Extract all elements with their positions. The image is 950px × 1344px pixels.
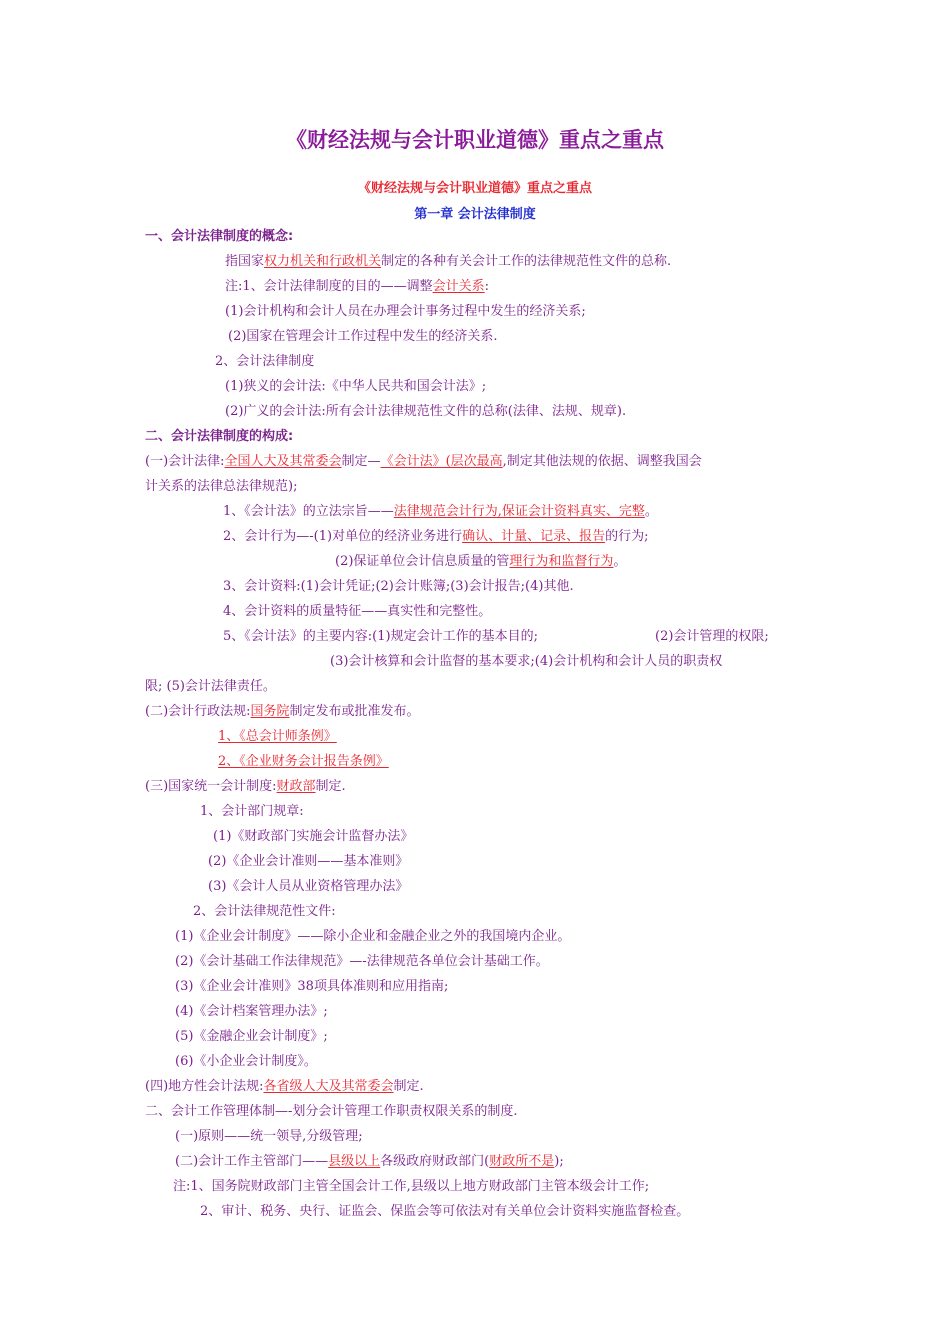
note-item: 2、会计法律制度: [215, 354, 315, 369]
note-item: (1)狭义的会计法:《中华人民共和国会计法》;: [225, 379, 487, 394]
list-item: (1)《财政部门实施会计监督办法》: [213, 829, 414, 844]
highlight: 确认、计量、记录、报告: [462, 529, 606, 544]
law-point: 3、会计资料:(1)会计凭证;(2)会计账簿;(3)会计报告;(4)其他.: [223, 579, 574, 594]
text: 制定.: [393, 1079, 424, 1094]
list-item: (一)原则——统一领导,分级管理;: [175, 1129, 363, 1144]
section-heading-management: 二、会计工作管理体制—-划分会计管理工作职责权限关系的制度.: [145, 1104, 518, 1119]
note-item: (2)国家在管理会计工作过程中发生的经济关系.: [228, 329, 498, 344]
text: 的行为;: [605, 529, 649, 544]
text: 制定—: [341, 454, 381, 469]
regulation-item: [218, 728, 337, 746]
note-line: [225, 278, 489, 296]
law-point: 4、会计资料的质量特征——真实性和完整性。: [223, 604, 492, 619]
note-item: (2)广义的会计法:所有会计法律规范性文件的总称(法律、法规、规章).: [225, 404, 627, 419]
list-item: (2)《企业会计准则——基本准则》: [208, 854, 409, 869]
law-point: (3)会计核算和会计监督的基本要求;(4)会计机构和会计人员的职责权: [330, 654, 723, 669]
list-item: (1)《企业会计制度》——除小企业和金融企业之外的我国境内企业。: [175, 929, 571, 944]
note-item: (1)会计机构和会计人员在办理会计事务过程中发生的经济关系;: [225, 304, 586, 319]
highlight: 各省级人大及其常委会: [263, 1079, 394, 1094]
law-point: (2)会计管理的权限;: [655, 629, 769, 644]
highlight: 《会计法》(层次最高: [380, 454, 503, 469]
highlight: 财政所不是: [489, 1154, 555, 1169]
law-line-cont: 计关系的法律总法律规范);: [145, 479, 298, 494]
text: (二)会计工作主管部门——: [175, 1154, 329, 1169]
text: :: [484, 279, 490, 294]
text: 。: [644, 504, 658, 519]
list-item: (4)《会计档案管理办法》;: [175, 1004, 328, 1019]
law-point: [335, 553, 626, 571]
uniform-system-line: [145, 778, 346, 796]
chapter-heading: 第一章 会计法律制度: [414, 207, 536, 222]
section-heading-composition: 二、会计法律制度的构成:: [145, 429, 294, 444]
text: (三)国家统一会计制度:: [145, 779, 277, 794]
law-point: 限; (5)会计法律责任。: [145, 679, 276, 694]
highlight: 财政部: [276, 779, 316, 794]
text: 1、《会计法》的立法宗旨——: [223, 504, 394, 519]
regulation-item: [218, 753, 389, 771]
law-point: [223, 503, 658, 521]
text: 制定.: [315, 779, 346, 794]
law-line: [145, 453, 702, 471]
list-item: (3)《会计人员从业资格管理办法》: [208, 879, 409, 894]
text: 各级政府财政部门(: [380, 1154, 490, 1169]
list-item: 注:1、国务院财政部门主管全国会计工作,县级以上地方财政部门主管本级会计工作;: [173, 1179, 650, 1194]
document-title: 《财经法规与会计职业道德》重点之重点: [286, 128, 664, 152]
list-item: (6)《小企业会计制度》。: [175, 1054, 317, 1069]
highlight: 1、《总会计师条例》: [218, 729, 337, 744]
text: );: [554, 1154, 564, 1169]
definition-line: [225, 253, 671, 271]
list-item: 2、会计法律规范性文件:: [193, 904, 336, 919]
text: (四)地方性会计法规:: [145, 1079, 264, 1094]
list-item: 1、会计部门规章:: [200, 804, 304, 819]
text: (2)保证单位会计信息质量的管: [335, 554, 510, 569]
text: 注:1、会计法律制度的目的——调整: [225, 279, 433, 294]
list-item: 2、审计、税务、央行、证监会、保监会等可依法对有关单位会计资料实施监督检查。: [200, 1204, 690, 1219]
section-heading-concept: 一、会计法律制度的概念:: [145, 229, 294, 244]
list-item: (3)《企业会计准则》38项具体准则和应用指南;: [175, 979, 449, 994]
text: 指国家: [225, 254, 265, 269]
highlight: 县级以上: [328, 1154, 381, 1169]
highlight: 会计关系: [432, 279, 485, 294]
text: 。: [613, 554, 627, 569]
highlight: 法律规范会计行为,保证会计资料真实、完整: [393, 504, 645, 519]
regulation-line: [145, 703, 420, 721]
highlight: 全国人大及其常委会: [224, 454, 342, 469]
text: (一)会计法律:: [145, 454, 225, 469]
local-regulation-line: [145, 1078, 424, 1096]
law-point: [223, 528, 649, 546]
department-line: [175, 1153, 564, 1171]
list-item: (5)《金融企业会计制度》;: [175, 1029, 328, 1044]
text: ,制定其他法规的依据、调整我国会: [502, 454, 702, 469]
highlight: 国务院: [250, 704, 290, 719]
list-item: (2)《会计基础工作法律规范》—-法律规范各单位会计基础工作。: [175, 954, 549, 969]
highlight: 理行为和监督行为: [509, 554, 614, 569]
text: 制定的各种有关会计工作的法律规范性文件的总称.: [381, 254, 672, 269]
highlight: 2、《企业财务会计报告条例》: [218, 754, 389, 769]
text: 制定发布或批准发布。: [289, 704, 420, 719]
law-point: 5、《会计法》的主要内容:(1)规定会计工作的基本目的;: [223, 629, 538, 644]
document-subtitle: 《财经法规与会计职业道德》重点之重点: [357, 181, 592, 196]
text: (二)会计行政法规:: [145, 704, 251, 719]
highlight: 权力机关和行政机关: [264, 254, 382, 269]
text: 2、会计行为—-(1)对单位的经济业务进行: [223, 529, 463, 544]
